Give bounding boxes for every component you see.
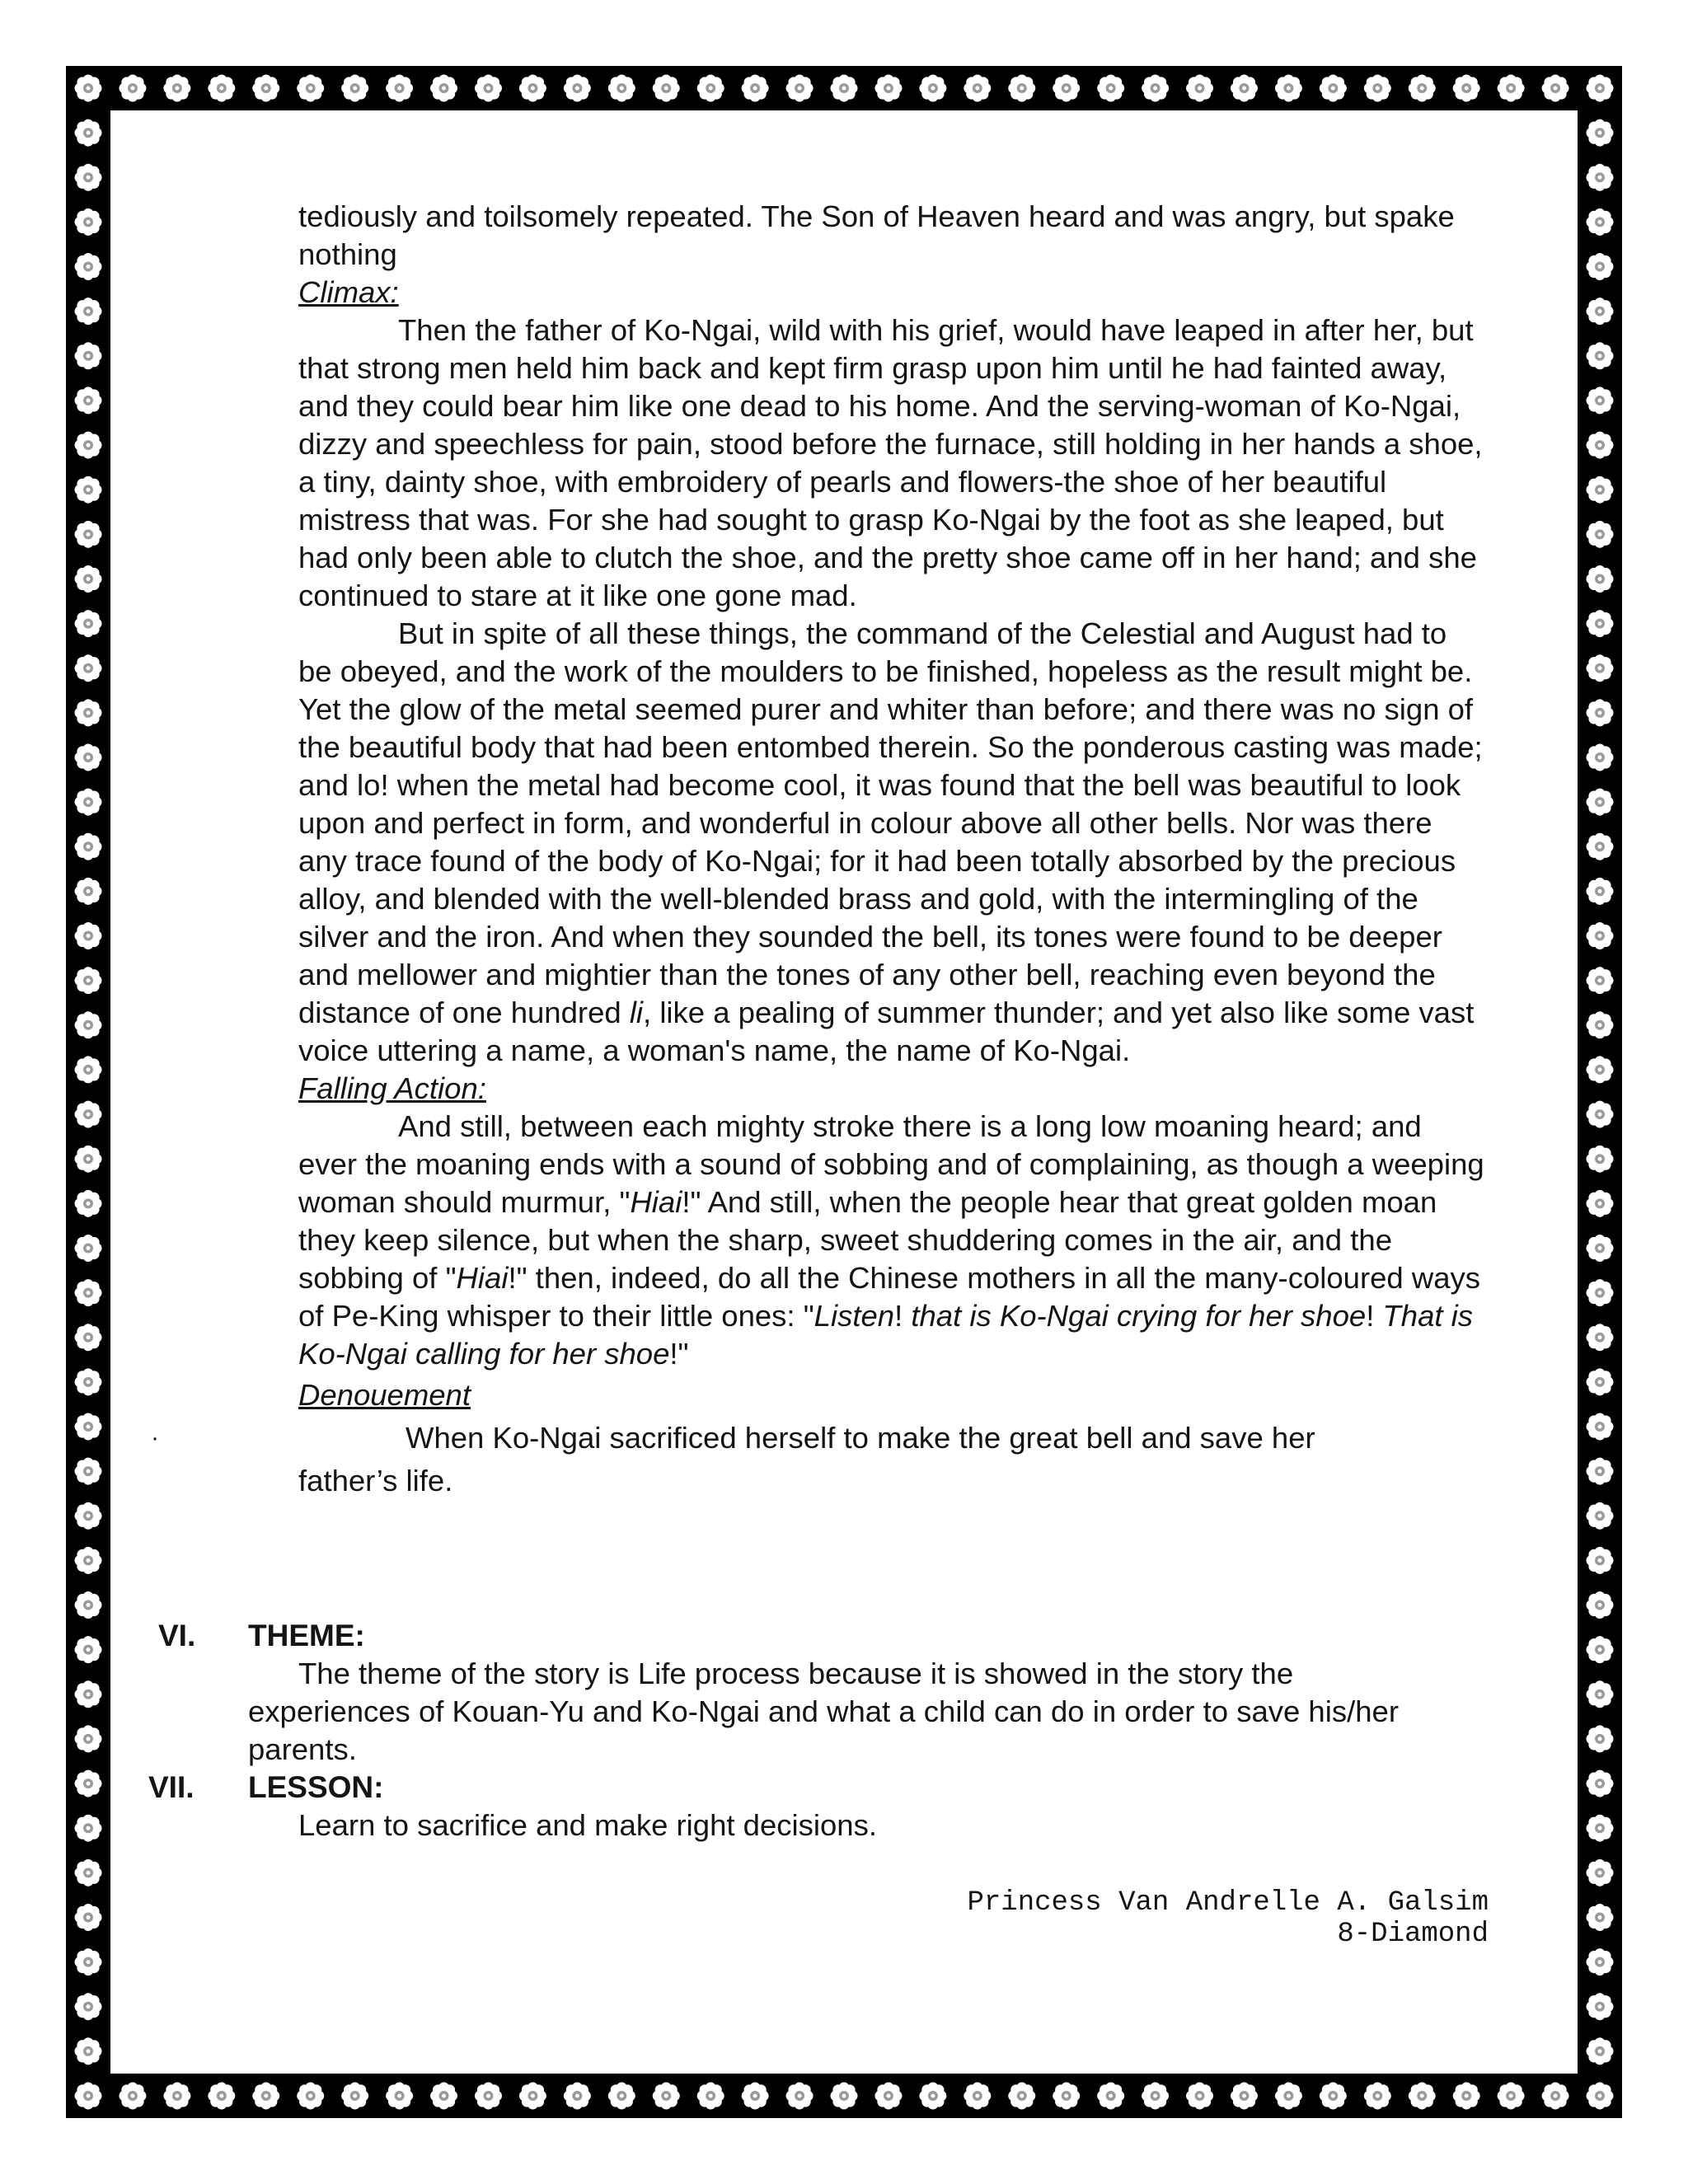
signature-block [824, 1887, 1489, 1950]
climax-heading: Climax: [298, 275, 399, 309]
climax-paragraph-2 [298, 615, 1485, 1070]
calling-phrase: That is Ko-Ngai calling for her shoe [298, 1299, 1474, 1371]
theme-text: The theme of the story is Life process because it is showed in the story the experiences of Kouan-Yu and Ko-Ngai and what a child can do in order to save his/her parents. [248, 1657, 1399, 1766]
climax-p2-text-b: , like a pealing of summer thunder; and yet also like some vast voice uttering a name, a woman's name, the name of Ko-Ngai. [298, 996, 1475, 1067]
denouement-row [151, 1419, 1485, 1457]
author-name: Princess Van Andrelle A. Galsim [967, 1887, 1489, 1919]
hiai-word-2: Hiai [456, 1261, 509, 1295]
falling-excl-1: ! [894, 1299, 912, 1333]
denouement-heading: Denouement [298, 1378, 471, 1412]
climax-p2-text-a: But in spite of all these things, the command of the Celestial and August had to be obeyed, and the work of the moulders to be finished, hopeless as the result might be. Yet the glow of the metal seemed purer and whiter than before; and there was no sign of the beautiful body that had been entombed therein. So the ponderous casting was made; and lo! when the metal had become cool, it was found that the bell was beautiful to look upon and perfect in form, and wonderful in colour above all other bells. Nor was there any trace found of the body of Ko-Ngai; for it had been totally absorbed by the precious alloy, and blended with the well-blended brass and gold, with the intermingling of the silver and the iron. And when they sounded the bell, its tones were found to be deeper and mellower and mightier than the tones of any other bell, reaching even beyond the distance of one hundred [298, 616, 1483, 1029]
falling-excl-2: ! [1366, 1299, 1383, 1333]
denouement-line-1: When Ko-Ngai sacrificed herself to make the great bell and save her [406, 1421, 1315, 1455]
falling-text-c: !" then, indeed, do all the Chinese mothers in all the many-coloured ways of Pe-King whisper to their little ones: " [298, 1261, 1481, 1333]
falling-action-paragraph [298, 1108, 1485, 1373]
climax-paragraph-1: Then the father of Ko-Ngai, wild with his grief, would have leaped in after her, but that strong men held him back and kept firm grasp upon him until he had fainted away, and they could bear him like one dead to his home. And the serving-woman of Ko-Ngai, dizzy and speechless for pain, stood before the furnace, still holding in her hands a shoe, a tiny, dainty shoe, with embroidery of pearls and flowers-the shoe of her beautiful mistress that was. For she had sought to grasp Ko-Ngai by the foot as she leaped, but had only been able to clutch the shoe, and the pretty shoe came off in her hand; and she continued to stare at it like one gone mad. [298, 313, 1483, 612]
lesson-heading: LESSON: [248, 1770, 384, 1804]
falling-text-a: And still, between each mighty stroke there is a long low moaning heard; and ever the moaning ends with a sound of sobbing and of complaining, as though a weeping woman should murmur, " [298, 1109, 1484, 1219]
denouement-bullet: · [151, 1424, 159, 1451]
theme-numeral: VI. [158, 1619, 196, 1652]
lesson-numeral: VII. [148, 1770, 195, 1804]
theme-heading: THEME: [248, 1619, 365, 1652]
li-unit: li [629, 996, 644, 1029]
falling-action-heading: Falling Action: [298, 1071, 486, 1105]
falling-end: !" [669, 1337, 689, 1371]
falling-text-b: !" And still, when the people hear that great golden moan they keep silence, but when the sharp, sweet shuddering comes in the air, and the sobbing of " [298, 1185, 1437, 1295]
crying-phrase: that is Ko-Ngai crying for her shoe [911, 1299, 1367, 1333]
listen-word: Listen [814, 1299, 895, 1333]
hiai-word-1: Hiai [630, 1185, 682, 1219]
intro-paragraph: tediously and toilsomely repeated. The Son of Heaven heard and was angry, but spake nothing [298, 199, 1455, 271]
author-section: 8-Diamond [1337, 1919, 1489, 1950]
lesson-text: Learn to sacrifice and make right decisions. [298, 1808, 877, 1842]
denouement-line-2: father’s life. [298, 1464, 453, 1497]
story-body [151, 198, 1485, 1500]
